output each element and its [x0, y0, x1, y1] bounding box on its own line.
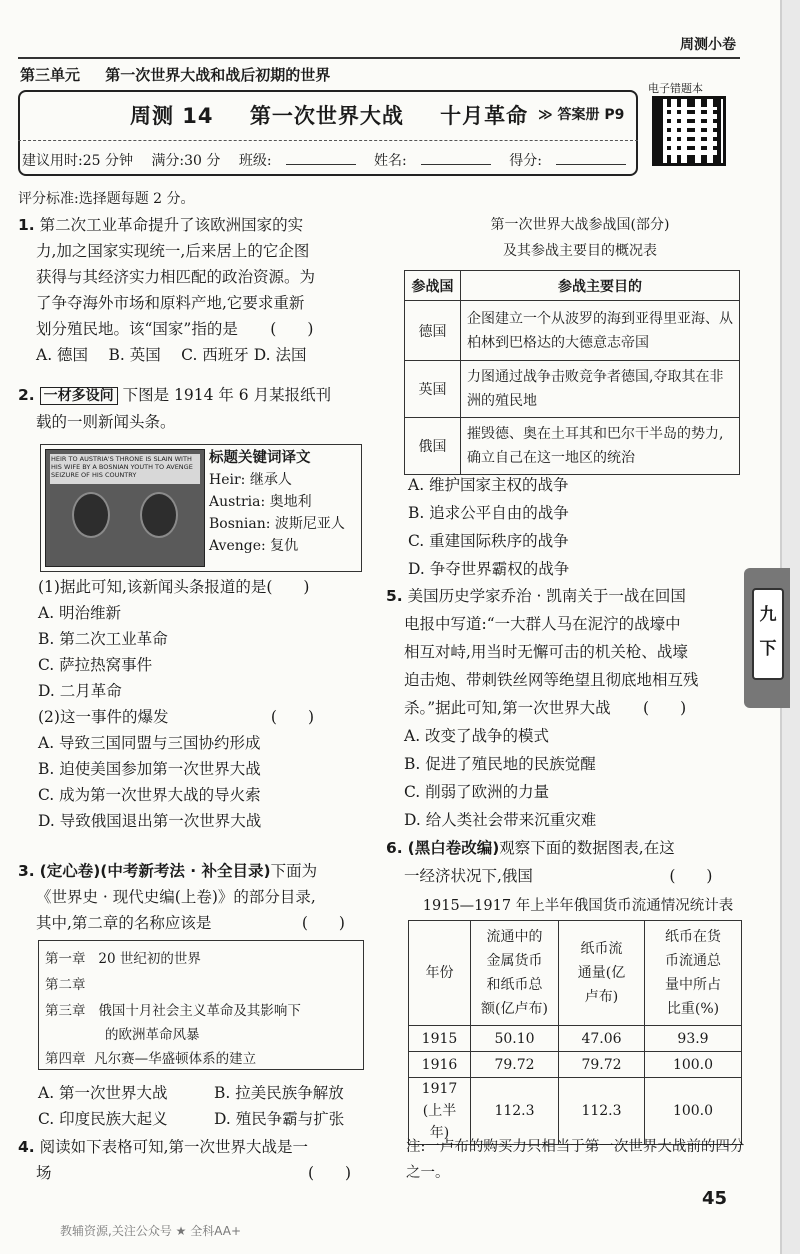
question-4	[18, 1134, 368, 1186]
q5-number: 5.	[386, 587, 403, 605]
table-header	[471, 921, 559, 1026]
q2-sub2-answer-slot[interactable]: ( )	[270, 708, 315, 726]
glossary-item: Bosnian: 波斯尼亚人	[209, 516, 345, 532]
q4-option[interactable]: D. 争夺世界霸权的战争	[408, 560, 570, 578]
qr-label: 电子错题本	[648, 82, 703, 95]
unit-label: 第三单元	[20, 66, 81, 84]
q6-note: 注:一卢布的购买力只相当于第一次世界大战前的四分之一。	[406, 1139, 745, 1181]
header-line: 流通中的	[486, 929, 543, 945]
table-row	[405, 361, 740, 418]
q2-subquestions	[38, 574, 368, 834]
q5-line: 电报中写道:“一大群人马在泥泞的战壕中	[404, 615, 681, 633]
quiz-meta	[22, 150, 640, 170]
q4-table	[404, 270, 740, 475]
table-of-contents	[38, 940, 364, 1070]
question-3	[18, 858, 368, 936]
full-score: 满分:30 分	[151, 153, 221, 169]
q5-line: 相互对峙,用当时无懈可击的机关枪、战壕	[404, 643, 688, 661]
table-header	[409, 921, 471, 1026]
scoring-rule: 评分标准:选择题每题 2 分。	[18, 191, 195, 207]
header-line: 比重(%)	[666, 1001, 720, 1017]
q4-options	[408, 472, 744, 582]
q4-table-title	[390, 214, 770, 260]
table-header-row	[409, 921, 742, 1026]
toc-row	[45, 947, 201, 967]
portrait-icon	[140, 492, 178, 538]
table-row	[405, 301, 740, 361]
q2-line: 载的一则新闻头条。	[36, 413, 176, 431]
table-row	[409, 1052, 742, 1078]
toc-row	[105, 1023, 200, 1043]
grade-tab	[744, 568, 790, 708]
suggested-time: 建议用时:25 分钟	[22, 153, 133, 169]
table-cell: 俄国	[405, 418, 461, 475]
table-cell: 79.72	[559, 1052, 645, 1078]
toc-title: 凡尔赛—华盛顿体系的建立	[94, 1051, 257, 1067]
q5-line: 美国历史学家乔治 · 凯南关于一战在回国	[407, 587, 686, 605]
table-cell: 1916	[409, 1052, 471, 1078]
toc-chapter: 第三章	[45, 1003, 86, 1019]
q4-number: 4.	[18, 1138, 35, 1156]
q6-answer-slot[interactable]: ( )	[669, 867, 713, 885]
q4-table-title-2: 及其参战主要目的概况表	[503, 243, 657, 259]
table-cell: 100.0	[645, 1078, 742, 1145]
quiz-title-1: 第一次世界大战	[249, 104, 404, 128]
q3-option[interactable]: A. 第一次世界大战	[38, 1084, 168, 1102]
q2-sub2-option[interactable]: B. 迫使美国参加第一次世界大战	[38, 760, 261, 778]
q1-line: 了争夺海外市场和原料产地,它要求重新	[36, 294, 305, 312]
q1-line: 获得与其经济实力相匹配的政治资源。为	[36, 268, 316, 286]
header-line: 纸币流	[580, 941, 623, 957]
q3-option[interactable]: C. 印度民族大起义	[38, 1110, 168, 1128]
q6-table	[408, 920, 742, 1145]
q6-line: 观察下面的数据图表,在这	[499, 839, 675, 857]
q4-line: 场	[36, 1164, 52, 1182]
q2-sub1-option[interactable]: B. 第二次工业革命	[38, 630, 168, 648]
question-1	[18, 212, 368, 368]
q3-number: 3.	[18, 862, 35, 880]
newspaper-figure	[40, 444, 362, 572]
header-line: 年份	[425, 965, 454, 981]
q6-tag: (黑白卷改编)	[407, 839, 500, 857]
table-cell: 企图建立一个从波罗的海到亚得里亚海、从柏林到巴格达的大德意志帝国	[461, 301, 740, 361]
q1-answer-slot[interactable]: ( )	[270, 320, 314, 338]
q5-option[interactable]: A. 改变了战争的模式	[404, 727, 550, 745]
q3-tag: (定心卷)(中考新考法 · 补全目录)	[39, 862, 271, 880]
q6-table-title: 1915—1917 年上半年俄国货币流通情况统计表	[422, 898, 734, 914]
q2-sub2: (2)这一事件的爆发	[38, 708, 169, 726]
header-line: 币流通总	[665, 953, 721, 969]
header-line: 金属货币	[486, 953, 543, 969]
q1-line: 划分殖民地。该“国家”指的是	[36, 320, 238, 338]
table-header: 参战国	[405, 271, 461, 301]
table-row	[405, 418, 740, 475]
table-cell: 1917 (上半年)	[409, 1078, 471, 1145]
header-line: 卢布)	[584, 989, 619, 1005]
unit-heading	[20, 64, 350, 85]
page-number: 45	[702, 1188, 728, 1209]
class-label: 班级:	[238, 153, 272, 169]
glossary-item: Austria: 奥地利	[209, 494, 312, 510]
table-header-row	[405, 271, 740, 301]
q2-sub1-option[interactable]: C. 萨拉热窝事件	[38, 656, 153, 674]
header-divider	[18, 140, 638, 141]
q5-line: 迫击炮、带刺铁丝网等绝望且彻底地相互残	[404, 671, 699, 689]
q4-option[interactable]: B. 追求公平自由的战争	[408, 504, 569, 522]
glossary	[209, 447, 345, 557]
q3-line: 下面为	[270, 862, 318, 880]
q6-line: 一经济状况下,俄国	[404, 867, 533, 885]
q2-sub1-option[interactable]: D. 二月革命	[38, 682, 122, 700]
answer-reference: ≫ 答案册 P9	[538, 107, 625, 123]
table-cell: 1915	[409, 1026, 471, 1052]
q3-option[interactable]: D. 殖民争霸与扩张	[214, 1110, 345, 1128]
q4-option[interactable]: C. 重建国际秩序的战争	[408, 532, 569, 550]
table-header	[559, 921, 645, 1026]
table-header: 参战主要目的	[461, 271, 740, 301]
table-cell: 93.9	[645, 1026, 742, 1052]
table-cell: 50.10	[471, 1026, 559, 1052]
table-row	[409, 1026, 742, 1052]
portrait-icon	[72, 492, 110, 538]
unit-title: 第一次世界大战和战后初期的世界	[105, 66, 331, 84]
name-label: 姓名:	[374, 153, 407, 169]
q5-line: 杀。”据此可知,第一次世界大战	[404, 699, 611, 717]
header-line: 量中所占	[665, 977, 721, 993]
q3-line: 《世界史 · 现代史编(上卷)》的部分目录,	[36, 888, 316, 906]
table-cell: 力图通过战争击败竞争者德国,夺取其在非洲的殖民地	[461, 361, 740, 418]
score-label: 得分:	[509, 153, 542, 169]
quiz-title	[130, 100, 556, 130]
table-cell: 112.3	[471, 1078, 559, 1145]
header-line: 纸币在货	[665, 929, 721, 945]
toc-title: 20 世纪初的世界	[98, 951, 201, 967]
q3-options	[38, 1080, 368, 1132]
q5-option[interactable]: C. 削弱了欧洲的力量	[404, 783, 550, 801]
q4-answer-slot[interactable]: ( )	[307, 1164, 352, 1182]
q2-sub1: (1)据此可知,该新闻头条报道的是( )	[38, 578, 310, 596]
qr-code-icon[interactable]	[652, 96, 726, 166]
glossary-item: Heir: 继承人	[209, 472, 292, 488]
question-6	[386, 834, 742, 890]
table-header	[645, 921, 742, 1026]
table-cell: 德国	[405, 301, 461, 361]
q4-table-title-1: 第一次世界大战参战国(部分)	[490, 217, 670, 233]
quiz-title-2: 十月革命	[440, 104, 529, 128]
q5-option[interactable]: D. 给人类社会带来沉重灾难	[404, 811, 597, 829]
q1-line: 第二次工业革命提升了该欧洲国家的实	[39, 216, 304, 234]
top-rule	[18, 57, 740, 59]
toc-title: 俄国十月社会主义革命及其影响下	[98, 1003, 301, 1019]
quiz-number: 周测 14	[130, 104, 214, 128]
newspaper-headline: HEIR TO AUSTRIA'S THRONE IS SLAIN WITH HIS WIFE BY A BOSNIAN YOUTH TO AVENGE SEIZURE OF HIS COUNTRY	[50, 454, 200, 484]
q3-line: 其中,第二章的名称应该是	[36, 914, 212, 932]
q6-number: 6.	[386, 839, 403, 857]
toc-chapter: 第二章	[45, 977, 86, 993]
q2-sub2-option[interactable]: D. 导致俄国退出第一次世界大战	[38, 812, 262, 830]
q3-answer-slot[interactable]: ( )	[301, 914, 345, 932]
q5-answer-slot[interactable]: ( )	[643, 699, 687, 717]
q2-tag: 一材多设问	[40, 387, 118, 405]
q2-number: 2.	[18, 386, 35, 404]
table-cell: 100.0	[645, 1052, 742, 1078]
q3-option[interactable]: B. 拉美民族争解放	[214, 1084, 344, 1102]
toc-chapter: 第一章	[45, 951, 86, 967]
header-line: 通量(亿	[577, 965, 626, 981]
q2-line: 下图是 1914 年 6 月某报纸刊	[122, 386, 332, 404]
q2-sub2-option[interactable]: A. 导致三国同盟与三国协约形成	[38, 734, 261, 752]
class-field[interactable]	[286, 164, 356, 165]
name-field[interactable]	[421, 164, 491, 165]
question-2	[18, 382, 368, 435]
table-cell: 79.72	[471, 1052, 559, 1078]
question-5	[386, 582, 742, 834]
q2-sub1-option[interactable]: A. 明治维新	[38, 604, 122, 622]
q1-options[interactable]: A. 德国 B. 英国 C. 西班牙 D. 法国	[36, 346, 307, 364]
glossary-item: Avenge: 复仇	[209, 538, 299, 554]
q4-line: 阅读如下表格可知,第一次世界大战是一	[39, 1138, 309, 1156]
table-cell: 47.06	[559, 1026, 645, 1052]
table-cell: 112.3	[559, 1078, 645, 1145]
toc-row	[45, 973, 98, 993]
toc-row	[45, 1047, 256, 1067]
q2-sub2-option[interactable]: C. 成为第一次世界大战的导火索	[38, 786, 261, 804]
table-cell: 英国	[405, 361, 461, 418]
q4-option[interactable]: A. 维护国家主权的战争	[408, 476, 569, 494]
newspaper-image	[45, 449, 205, 567]
header-line: 额(亿卢布)	[481, 1001, 548, 1017]
table-cell: 摧毁德、奥在土耳其和巴尔干半岛的势力,确立自己在这一地区的统治	[461, 418, 740, 475]
q5-option[interactable]: B. 促进了殖民地的民族觉醒	[404, 755, 596, 773]
glossary-title: 标题关键词译文	[209, 450, 311, 466]
q1-line: 力,加之国家实现统一,后来居上的它企图	[36, 242, 310, 260]
footer-text: 教辅资源,关注公众号 ★ 全科AA+	[60, 1224, 242, 1238]
toc-chapter: 第四章	[45, 1051, 86, 1067]
grade-tab-label: 九 下	[752, 588, 784, 680]
score-field[interactable]	[556, 164, 626, 165]
quiz-type-label: 周测小卷	[680, 37, 736, 53]
q1-number: 1.	[18, 216, 35, 234]
toc-row	[45, 999, 301, 1019]
toc-title: 的欧洲革命风暴	[105, 1027, 200, 1043]
header-line: 和纸币总	[486, 977, 543, 993]
